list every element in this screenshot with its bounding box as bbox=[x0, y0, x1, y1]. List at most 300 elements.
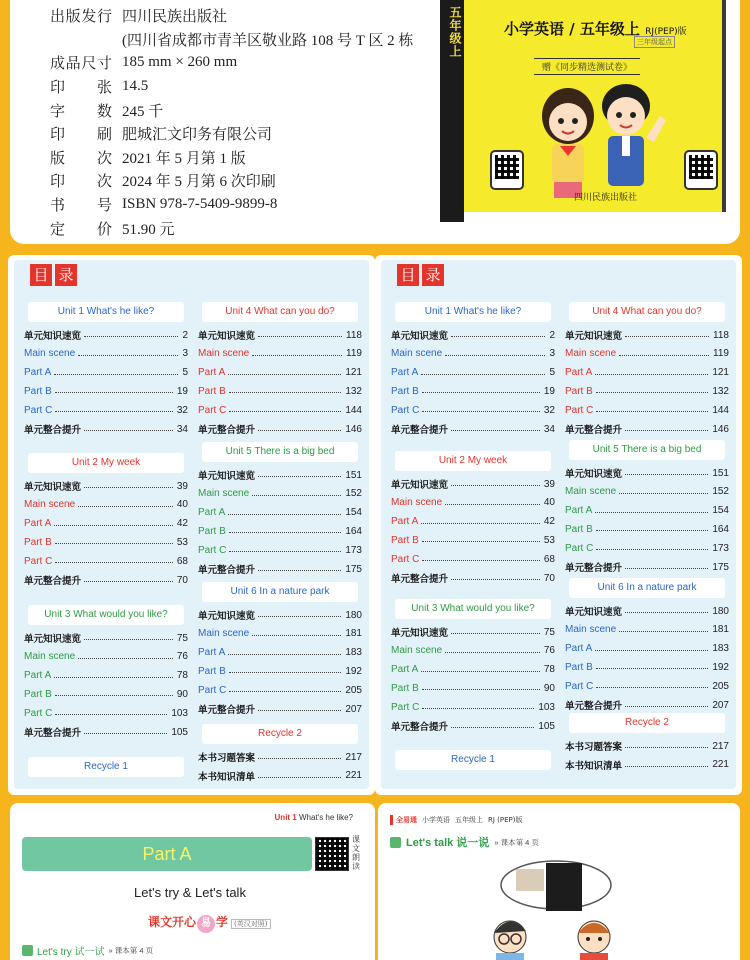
toc-entry-name: Main scene bbox=[24, 348, 76, 360]
toc-entry bbox=[198, 421, 362, 437]
toc-leader-dots bbox=[78, 658, 173, 659]
toc-entry-page: 217 bbox=[712, 740, 729, 752]
toc-leader-dots bbox=[258, 476, 341, 477]
toc-entry-page: 192 bbox=[345, 665, 362, 677]
toc-leader-dots bbox=[451, 633, 540, 634]
toc-unit-heading: Unit 5 There is a big bed bbox=[202, 442, 358, 462]
toc-leader-dots bbox=[258, 777, 341, 778]
publication-row-label bbox=[50, 52, 122, 73]
publication-row bbox=[50, 75, 413, 99]
toc-entry bbox=[198, 542, 362, 558]
toc-entry-page: 183 bbox=[712, 643, 729, 655]
publication-row-value: 2024 年 5 月第 6 次印刷 bbox=[122, 174, 276, 191]
toc-leader-dots bbox=[78, 506, 173, 507]
toc-entry-name: Part A bbox=[198, 367, 226, 379]
toc-entry bbox=[198, 626, 362, 642]
toc-leader-dots bbox=[84, 639, 173, 640]
toc-entry bbox=[24, 383, 188, 399]
toc-title-char: 录 bbox=[55, 264, 77, 286]
toc-entry-name: Part C bbox=[565, 542, 594, 554]
toc-entry-name: 单元知识速览 bbox=[565, 331, 623, 342]
toc-entry bbox=[198, 346, 362, 362]
toc-leader-dots bbox=[258, 616, 341, 617]
toc-entry bbox=[391, 402, 555, 418]
toc-entry-name: Part A bbox=[391, 516, 419, 528]
publication-row-value: 245 千 bbox=[122, 103, 164, 120]
toc-leader-dots bbox=[421, 374, 545, 375]
toc-entry bbox=[391, 514, 555, 530]
toc-unit-heading: Unit 1 What's he like? bbox=[28, 302, 184, 322]
toc-entry bbox=[198, 467, 362, 483]
toc-entry-name: Main scene bbox=[565, 624, 617, 636]
toc-leader-dots bbox=[258, 430, 341, 431]
toc-entry-name: Part C bbox=[198, 544, 227, 556]
publication-row-value: 51.90 元 bbox=[122, 221, 175, 238]
toc-entry-page: 207 bbox=[712, 699, 729, 711]
toc-entry-page: 221 bbox=[712, 759, 729, 771]
toc-entry-page: 78 bbox=[543, 664, 555, 676]
toc-leader-dots bbox=[54, 525, 173, 526]
toc-leader-dots bbox=[451, 430, 540, 431]
toc-entry-page: 154 bbox=[345, 507, 362, 519]
publication-row bbox=[50, 193, 413, 217]
toc-entry-page: 175 bbox=[345, 563, 362, 575]
toc-leader-dots bbox=[619, 631, 708, 632]
toc-panel-left bbox=[8, 255, 375, 795]
sample-page-part-a bbox=[10, 803, 375, 960]
publication-row-label bbox=[50, 100, 122, 121]
toc-entry bbox=[391, 624, 555, 640]
toc-leader-dots bbox=[229, 392, 342, 393]
toc-entry-page: 78 bbox=[176, 670, 188, 682]
toc-entry bbox=[24, 327, 188, 343]
toc-panel-right bbox=[375, 255, 742, 795]
toc-entry bbox=[565, 697, 729, 713]
toc-entry bbox=[565, 540, 729, 556]
toc-leader-dots bbox=[84, 430, 173, 431]
toc-entry-name: Main scene bbox=[391, 348, 443, 360]
toc-entry-name: 单元知识速览 bbox=[24, 331, 82, 342]
toc-entry-name: Part C bbox=[198, 684, 227, 696]
unit-tag-unit: Unit 1 bbox=[274, 813, 297, 822]
toc-leader-dots bbox=[421, 523, 540, 524]
toc-entry bbox=[24, 534, 188, 550]
talk-illustration bbox=[476, 855, 636, 960]
publication-row-value: ISBN 978-7-5409-9899-8 bbox=[122, 196, 278, 213]
toc-entry-page: 118 bbox=[713, 329, 729, 341]
cover-tag: 赠《同步精选测试卷》 bbox=[534, 58, 640, 75]
toc-entry bbox=[24, 686, 188, 702]
toc-entry-page: 118 bbox=[346, 329, 362, 341]
toc-unit-heading: Unit 3 What would you like? bbox=[28, 605, 184, 625]
toc-leader-dots bbox=[55, 695, 173, 696]
toc-entry-name: Part B bbox=[565, 523, 593, 535]
toc-entry bbox=[24, 516, 188, 532]
toc-page-left bbox=[14, 260, 369, 789]
toc-entry-page: 103 bbox=[171, 707, 188, 719]
toc-entry bbox=[391, 365, 555, 381]
toc-entry bbox=[391, 662, 555, 678]
subject-name: 小学英语 bbox=[422, 816, 450, 824]
toc-entry-name: Part A bbox=[391, 664, 419, 676]
toc-entry-page: 144 bbox=[712, 404, 729, 416]
toc-entry-name: 单元知识速览 bbox=[24, 634, 82, 645]
toc-entry-page: 192 bbox=[712, 661, 729, 673]
toc-leader-dots bbox=[228, 514, 341, 515]
toc-entry-page: 152 bbox=[345, 488, 362, 500]
publication-label-char: 行 bbox=[96, 9, 112, 26]
part-a-banner: Part A bbox=[22, 837, 312, 871]
toc-entry-page: 75 bbox=[543, 626, 555, 638]
toc-leader-dots bbox=[445, 355, 545, 356]
toc-entry-name: Part B bbox=[24, 385, 52, 397]
toc-entry-page: 121 bbox=[712, 367, 729, 379]
toc-entry-name: Part A bbox=[198, 507, 226, 519]
toc-entry-page: 70 bbox=[543, 572, 555, 584]
toc-entry bbox=[24, 572, 188, 588]
toc-entry-name: Part B bbox=[391, 682, 419, 694]
publication-label-char: 字 bbox=[50, 103, 66, 120]
publication-row-label bbox=[50, 76, 122, 97]
toc-leader-dots bbox=[55, 562, 173, 563]
publication-row-label bbox=[50, 147, 122, 168]
publication-row-value: (四川省成都市青羊区敬业路 108 号 T 区 2 栋 bbox=[122, 32, 414, 49]
toc-leader-dots bbox=[422, 560, 540, 561]
toc-entry-name: Main scene bbox=[391, 497, 443, 509]
cover-sub: 三年级起点 bbox=[634, 36, 675, 48]
toc-entry-page: 75 bbox=[176, 632, 188, 644]
toc-entry-page: 39 bbox=[176, 480, 188, 492]
toc-entry-name: Main scene bbox=[198, 628, 250, 640]
publication-row-label bbox=[50, 5, 122, 26]
toc-entry bbox=[24, 421, 188, 437]
toc-entry-page: 105 bbox=[171, 726, 188, 738]
toc-entry-name: 本书知识清单 bbox=[198, 771, 256, 783]
toc-title bbox=[30, 264, 77, 286]
study-badge: 易 bbox=[197, 915, 215, 933]
toc-leader-dots bbox=[445, 652, 540, 653]
toc-entry-page: 32 bbox=[543, 404, 555, 416]
toc-entry bbox=[198, 768, 362, 784]
toc-leader-dots bbox=[596, 549, 708, 550]
toc-entry-name: 单元整合提升 bbox=[198, 565, 256, 576]
toc-leader-dots bbox=[258, 710, 341, 711]
toc-entry-page: 221 bbox=[345, 770, 362, 782]
toc-entry bbox=[24, 497, 188, 513]
publication-row bbox=[50, 51, 413, 75]
toc-entry bbox=[391, 570, 555, 586]
toc-entry bbox=[24, 346, 188, 362]
toc-entry-name: Part A bbox=[565, 367, 593, 379]
toc-entry-page: 132 bbox=[712, 385, 729, 397]
toc-entry-page: 90 bbox=[176, 688, 188, 700]
toc-entry-page: 105 bbox=[538, 720, 555, 732]
toc-leader-dots bbox=[625, 766, 708, 767]
toc-entry-name: Part C bbox=[565, 680, 594, 692]
toc-entry-page: 173 bbox=[712, 542, 729, 554]
toc-leader-dots bbox=[596, 392, 709, 393]
toc-entry-page: 119 bbox=[713, 348, 729, 360]
toc-entry-page: 151 bbox=[712, 467, 729, 479]
toc-leader-dots bbox=[421, 671, 540, 672]
toc-leader-dots bbox=[596, 668, 709, 669]
toc-entry-name: 单元知识速览 bbox=[391, 480, 449, 491]
unit-tag-title: What's he like? bbox=[299, 813, 353, 822]
publication-row-value: 185 mm × 260 mm bbox=[122, 54, 238, 71]
toc-leader-dots bbox=[54, 374, 178, 375]
toc-entry-name: Part C bbox=[565, 404, 594, 416]
toc-entry bbox=[565, 641, 729, 657]
toc-entry-page: 180 bbox=[345, 609, 362, 621]
toc-entry-page: 68 bbox=[543, 553, 555, 565]
toc-entry-name: Part C bbox=[24, 707, 53, 719]
toc-entry bbox=[198, 645, 362, 661]
publication-label-char: 次 bbox=[96, 174, 112, 191]
toc-leader-dots bbox=[258, 570, 341, 571]
toc-entry-page: 144 bbox=[345, 404, 362, 416]
toc-leader-dots bbox=[228, 374, 341, 375]
publication-label-char: 次 bbox=[96, 150, 112, 167]
toc-unit-heading: Unit 5 There is a big bed bbox=[569, 440, 725, 460]
toc-entry-name: 单元知识速览 bbox=[198, 471, 256, 482]
toc-entry-name: Main scene bbox=[24, 651, 76, 663]
toc-title-char: 目 bbox=[397, 264, 419, 286]
toc-entry bbox=[565, 327, 729, 343]
reading-qr-code bbox=[315, 837, 349, 871]
toc-entry-page: 3 bbox=[549, 348, 555, 360]
toc-entry bbox=[565, 521, 729, 537]
cover-title-text: 小学英语 / 五年级上 bbox=[504, 20, 640, 38]
toc-entry-name: Part C bbox=[24, 555, 53, 567]
publication-label-char: 数 bbox=[96, 103, 112, 120]
publication-row bbox=[50, 4, 413, 28]
lesson-subtitle: Let's try & Let's talk bbox=[134, 885, 246, 900]
toc-entry-name: 单元整合提升 bbox=[198, 705, 256, 716]
toc-entry bbox=[391, 346, 555, 362]
toc-leader-dots bbox=[422, 689, 540, 690]
toc-leader-dots bbox=[451, 485, 540, 486]
toc-entry-page: 5 bbox=[549, 367, 555, 379]
toc-leader-dots bbox=[595, 512, 708, 513]
toc-unit-heading: Unit 4 What can you do? bbox=[202, 302, 358, 322]
publication-label-char: 成 bbox=[50, 56, 66, 73]
toc-entry-page: 181 bbox=[345, 628, 362, 640]
toc-entry-page: 40 bbox=[543, 497, 555, 509]
toc-leader-dots bbox=[445, 504, 540, 505]
toc-entry-page: 34 bbox=[176, 423, 188, 435]
toc-entry bbox=[24, 402, 188, 418]
toc-entry-page: 53 bbox=[176, 536, 188, 548]
toc-entry bbox=[198, 505, 362, 521]
toc-entry bbox=[565, 421, 729, 437]
toc-leader-dots bbox=[595, 374, 708, 375]
toc-entry-page: 205 bbox=[345, 684, 362, 696]
toc-entry-name: Part B bbox=[198, 525, 226, 537]
toc-entry bbox=[198, 749, 362, 765]
toc-title-char: 录 bbox=[422, 264, 444, 286]
toc-entry-name: 单元整合提升 bbox=[565, 701, 623, 712]
toc-leader-dots bbox=[619, 355, 709, 356]
toc-entry bbox=[24, 553, 188, 569]
toc-entry bbox=[391, 421, 555, 437]
toc-entry bbox=[565, 659, 729, 675]
toc-entry-page: 68 bbox=[176, 555, 188, 567]
toc-entry-page: 175 bbox=[712, 561, 729, 573]
toc-entry bbox=[391, 718, 555, 734]
toc-entry-page: 146 bbox=[345, 423, 362, 435]
toc-entry-name: 单元整合提升 bbox=[24, 728, 82, 739]
toc-leader-dots bbox=[451, 579, 540, 580]
cover-edition: RJ(PEP)版 bbox=[645, 27, 687, 37]
toc-leader-dots bbox=[84, 336, 178, 337]
toc-entry-page: 42 bbox=[543, 516, 555, 528]
publication-label-char: 版 bbox=[50, 150, 66, 167]
toc-unit-heading: Unit 1 What's he like? bbox=[395, 302, 551, 322]
publication-row bbox=[50, 28, 413, 52]
toc-entry bbox=[391, 476, 555, 492]
unit-tag bbox=[275, 813, 353, 822]
publication-label-char: 书 bbox=[50, 198, 66, 215]
toc-leader-dots bbox=[54, 677, 173, 678]
publication-label-char: 张 bbox=[96, 80, 112, 97]
publication-row-label bbox=[50, 170, 122, 191]
toc-entry-name: Part B bbox=[565, 661, 593, 673]
toc-entry-name: 单元知识速览 bbox=[198, 611, 256, 622]
toc-entry-name: Part A bbox=[198, 647, 226, 659]
cover-qr-code-left bbox=[490, 150, 524, 190]
toc-entry-page: 3 bbox=[182, 348, 188, 360]
toc-leader-dots bbox=[625, 747, 708, 748]
publication-row bbox=[50, 216, 413, 240]
toc-entry-name: Main scene bbox=[24, 499, 76, 511]
toc-leader-dots bbox=[55, 392, 173, 393]
toc-entry bbox=[198, 523, 362, 539]
toc-entry-name: Part A bbox=[24, 367, 52, 379]
qr-caption: 课文朗读 bbox=[352, 835, 360, 871]
publication-label-char: 定 bbox=[50, 221, 66, 238]
publication-row-value: 肥城汇文印务有限公司 bbox=[122, 127, 273, 144]
toc-entry-name: 单元整合提升 bbox=[565, 563, 623, 574]
toc-leader-dots bbox=[451, 727, 534, 728]
publication-label-char: 出 bbox=[50, 9, 66, 26]
series-name: 全易通 bbox=[390, 815, 417, 825]
toc-entry-page: 132 bbox=[345, 385, 362, 397]
toc-entry bbox=[198, 365, 362, 381]
toc-leader-dots bbox=[422, 708, 534, 709]
toc-entry-page: 19 bbox=[176, 385, 188, 397]
toc-leader-dots bbox=[596, 411, 708, 412]
toc-unit-heading: Recycle 2 bbox=[569, 713, 725, 733]
toc-entry-page: 181 bbox=[712, 624, 729, 636]
toc-entry-name: 单元知识速览 bbox=[565, 469, 623, 480]
toc-entry-page: 151 bbox=[345, 469, 362, 481]
toc-leader-dots bbox=[596, 687, 708, 688]
toc-entry-page: 32 bbox=[176, 404, 188, 416]
toc-page-right bbox=[381, 260, 736, 789]
publication-row bbox=[50, 146, 413, 170]
cover-qr-code-right bbox=[684, 150, 718, 190]
toc-leader-dots bbox=[84, 487, 173, 488]
toc-entry-page: 40 bbox=[176, 499, 188, 511]
toc-entry-name: Part C bbox=[198, 404, 227, 416]
toc-entry bbox=[24, 649, 188, 665]
toc-entry bbox=[24, 705, 188, 721]
toc-leader-dots bbox=[55, 411, 173, 412]
book-cover bbox=[464, 0, 726, 212]
toc-entry-page: 180 bbox=[712, 605, 729, 617]
lets-try-ref: » 课本第 4 页 bbox=[108, 946, 154, 955]
toc-entry-name: 单元整合提升 bbox=[24, 425, 82, 436]
toc-entry-name: Part C bbox=[24, 404, 53, 416]
study-heading-post: 学 bbox=[216, 915, 229, 929]
publication-row-label bbox=[50, 123, 122, 144]
toc-leader-dots bbox=[625, 706, 708, 707]
toc-entry bbox=[565, 559, 729, 575]
toc-leader-dots bbox=[258, 336, 342, 337]
toc-entry bbox=[565, 383, 729, 399]
toc-leader-dots bbox=[229, 532, 342, 533]
toc-leader-dots bbox=[229, 672, 342, 673]
sample-page-lets-talk bbox=[378, 803, 740, 960]
toc-entry bbox=[24, 365, 188, 381]
toc-entry-page: 19 bbox=[543, 385, 555, 397]
toc-entry-page: 39 bbox=[543, 478, 555, 490]
toc-entry-name: Part B bbox=[391, 385, 419, 397]
toc-leader-dots bbox=[422, 411, 540, 412]
toc-unit-heading: Unit 4 What can you do? bbox=[569, 302, 725, 322]
toc-entry bbox=[198, 607, 362, 623]
toc-entry-name: 本书习题答案 bbox=[198, 753, 256, 764]
toc-entry-name: Main scene bbox=[391, 645, 443, 657]
publication-row-label bbox=[50, 218, 122, 239]
toc-entry bbox=[198, 561, 362, 577]
toc-entry bbox=[198, 327, 362, 343]
toc-entry-name: 单元知识速览 bbox=[391, 331, 449, 342]
toc-entry bbox=[198, 402, 362, 418]
toc-entry-page: 2 bbox=[549, 329, 555, 341]
toc-entry bbox=[565, 346, 729, 362]
toc-entry bbox=[565, 365, 729, 381]
study-note: (英汉对照) bbox=[231, 919, 270, 929]
publication-row-value: 2021 年 5 月第 1 版 bbox=[122, 150, 246, 167]
toc-leader-dots bbox=[55, 714, 167, 715]
publication-label-char: 号 bbox=[96, 198, 112, 215]
toc-entry bbox=[391, 680, 555, 696]
toc-entry bbox=[198, 701, 362, 717]
toc-unit-heading: Unit 2 My week bbox=[395, 451, 551, 471]
toc-entry-name: Part A bbox=[24, 670, 52, 682]
toc-entry-name: 单元整合提升 bbox=[391, 574, 449, 585]
study-heading bbox=[148, 913, 271, 933]
toc-title-char: 目 bbox=[30, 264, 52, 286]
toc-leader-dots bbox=[229, 691, 341, 692]
book-cover-image bbox=[440, 0, 740, 222]
toc-leader-dots bbox=[422, 541, 540, 542]
toc-entry bbox=[565, 603, 729, 619]
toc-entry bbox=[391, 532, 555, 548]
lets-talk-label: Let's talk 说一说 bbox=[406, 837, 490, 849]
toc-entry bbox=[565, 678, 729, 694]
toc-entry bbox=[24, 630, 188, 646]
toc-entry bbox=[198, 682, 362, 698]
toc-entry bbox=[565, 622, 729, 638]
publication-row bbox=[50, 122, 413, 146]
toc-leader-dots bbox=[451, 336, 545, 337]
toc-entry bbox=[565, 402, 729, 418]
toc-entry-name: Part B bbox=[24, 688, 52, 700]
section-marker-icon bbox=[390, 837, 401, 848]
toc-entry-page: 121 bbox=[345, 367, 362, 379]
